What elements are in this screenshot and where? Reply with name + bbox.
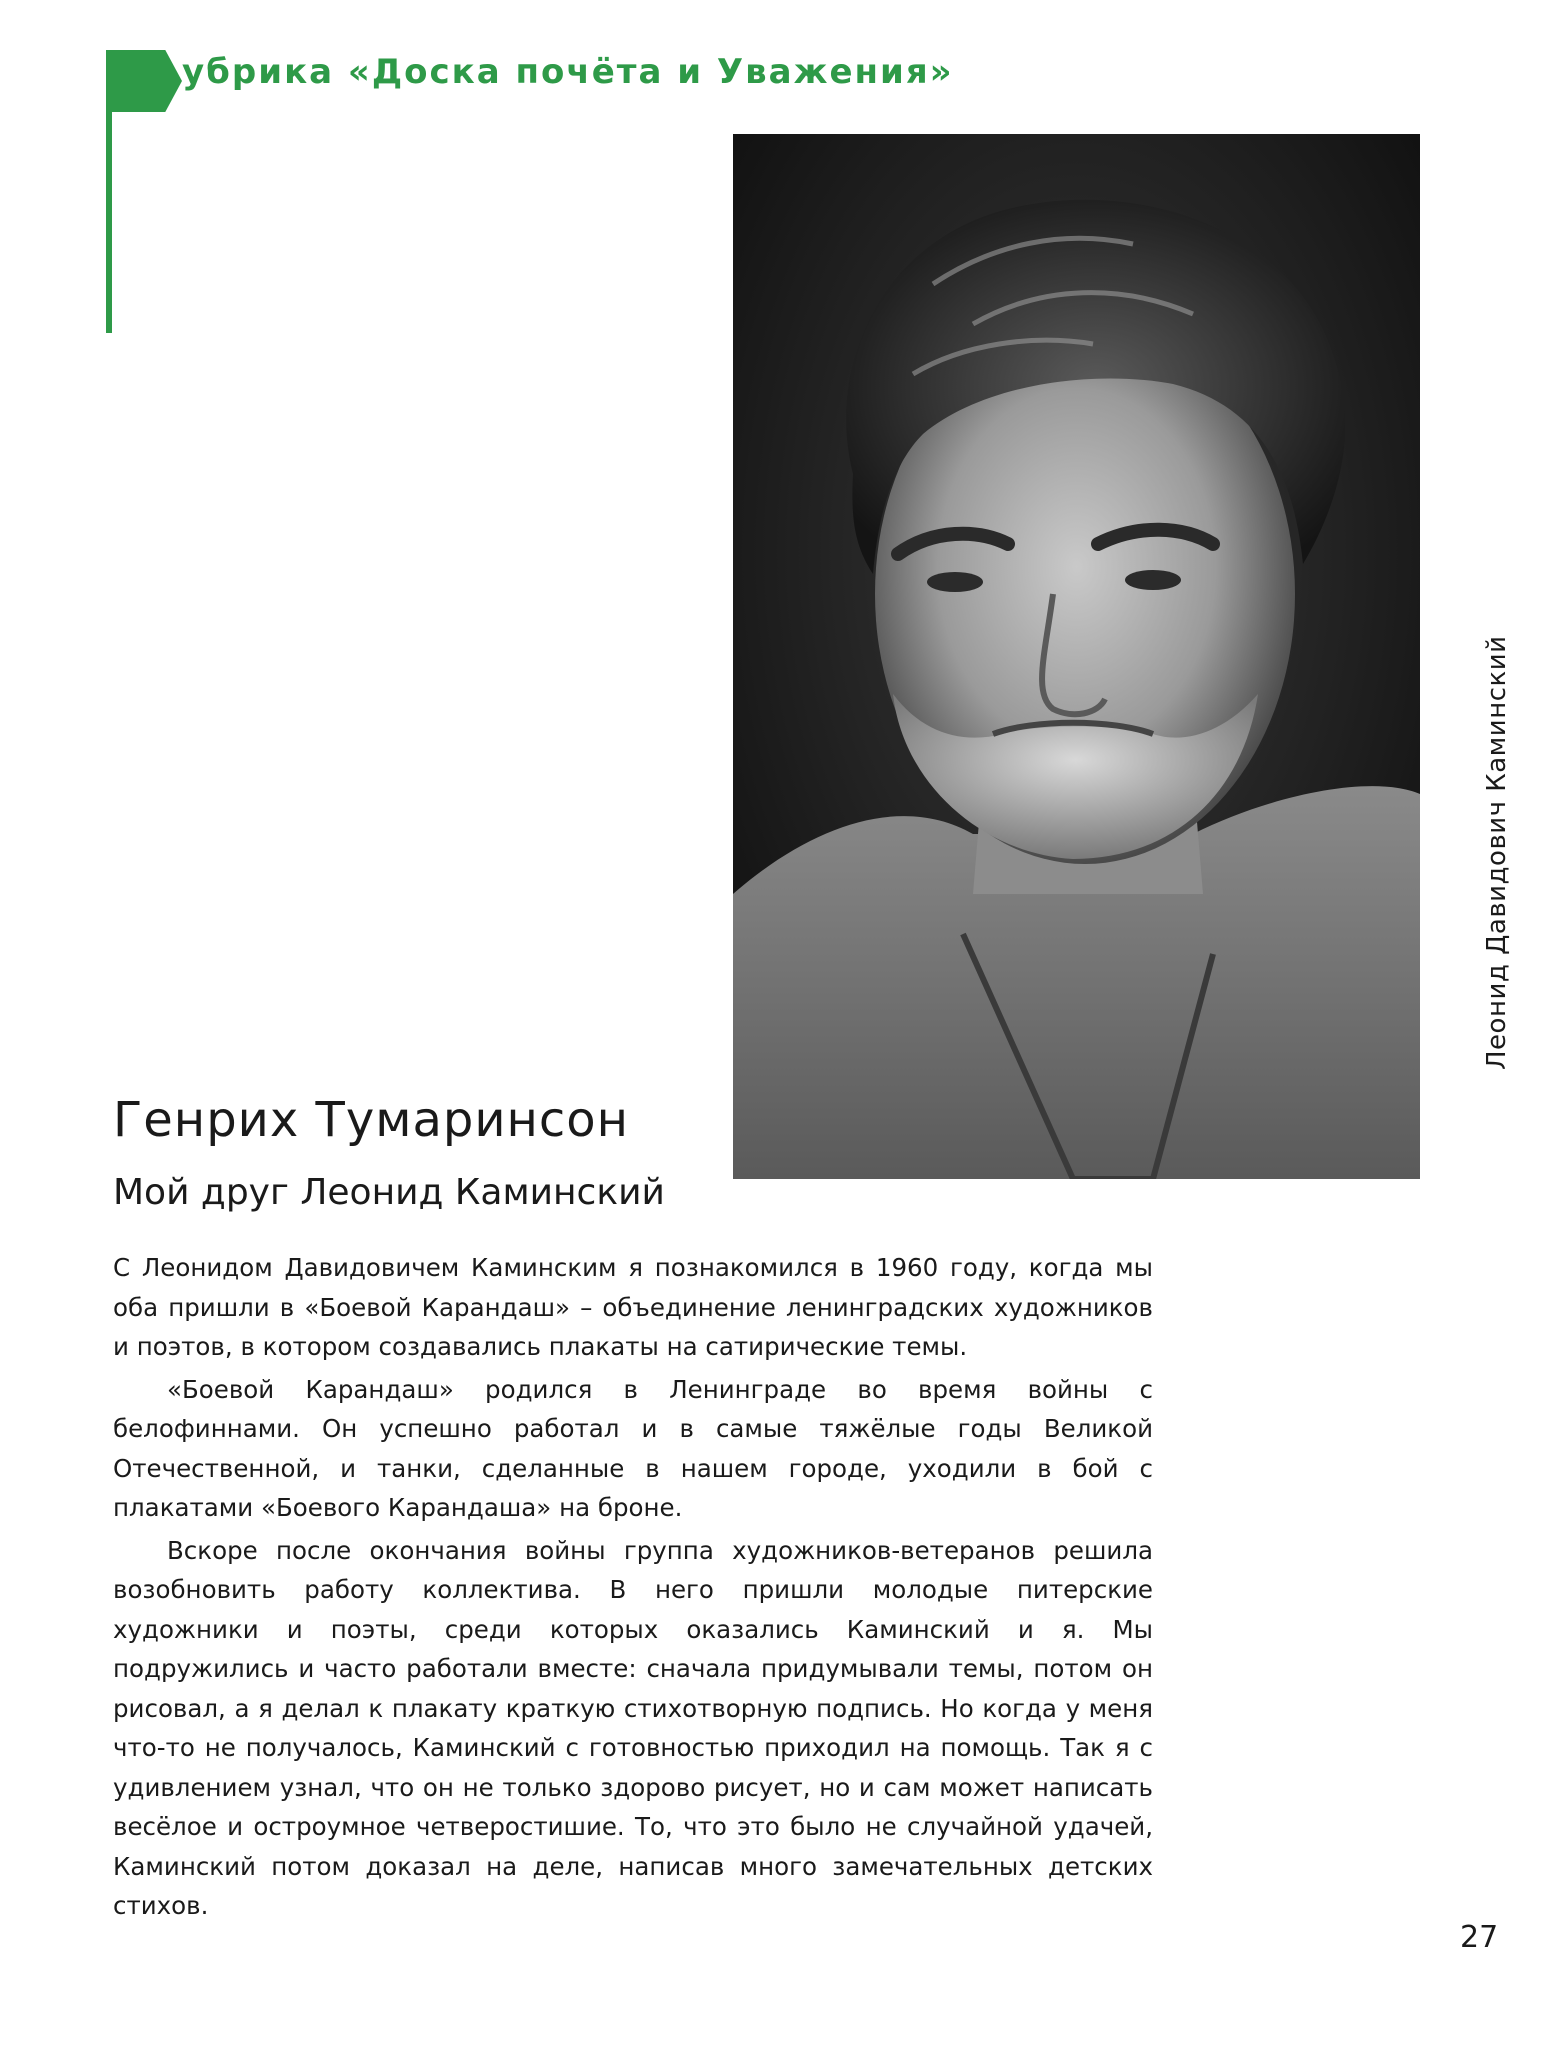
article-author: Генрих Тумаринсон bbox=[113, 1092, 630, 1148]
article-title: Мой друг Леонид Каминский bbox=[113, 1172, 665, 1213]
article-paragraph: С Леонидом Давидовичем Каминским я познакомился в 1960 году, когда мы оба пришли в «Боевой Карандаш» – объединение ленинградских художников и поэтов, в котором создавались плакаты на сатирические темы. bbox=[113, 1253, 1153, 1361]
article-body bbox=[113, 1248, 1153, 1929]
article-paragraph: «Боевой Карандаш» родился в Ленинграде во время войны с белофиннами. Он успешно работал и в самые тяжёлые годы Великой Отечественной, и танки, сделанные в нашем городе, уходили в бой с плакатами «Боевого Карандаша» на броне. bbox=[113, 1374, 1153, 1522]
page-number: 27 bbox=[1460, 1920, 1499, 1955]
article-paragraph: Вскоре после окончания войны группа художников-ветеранов решила возобновить работу коллектива. В него пришли молодые питерские художники и поэты, среди которых оказались Каминский и я. Мы подружились и часто работали вместе: сначала придумывали темы, потом он рисовал, а я делал к плакату краткую стихотворную подпись. Но когда у меня что-то не получалось, Каминский с готовностью приходил на помощь. Так я с удивлением узнал, что он не только здорово рисует, но и сам может написать весёлое и остроумное четверостишие. То, что это было не случайной удачей, Каминский потом доказал на деле, написав много замечательных детских стихов. bbox=[113, 1535, 1153, 1920]
rubric-title: убрика «Доска почёта и Уважения» bbox=[182, 52, 954, 92]
portrait-photo bbox=[733, 134, 1420, 1179]
green-flag-icon bbox=[106, 50, 182, 112]
photo-caption: Леонид Давидович Каминский bbox=[1482, 635, 1512, 1070]
portrait-photo-graphic bbox=[733, 134, 1420, 1179]
